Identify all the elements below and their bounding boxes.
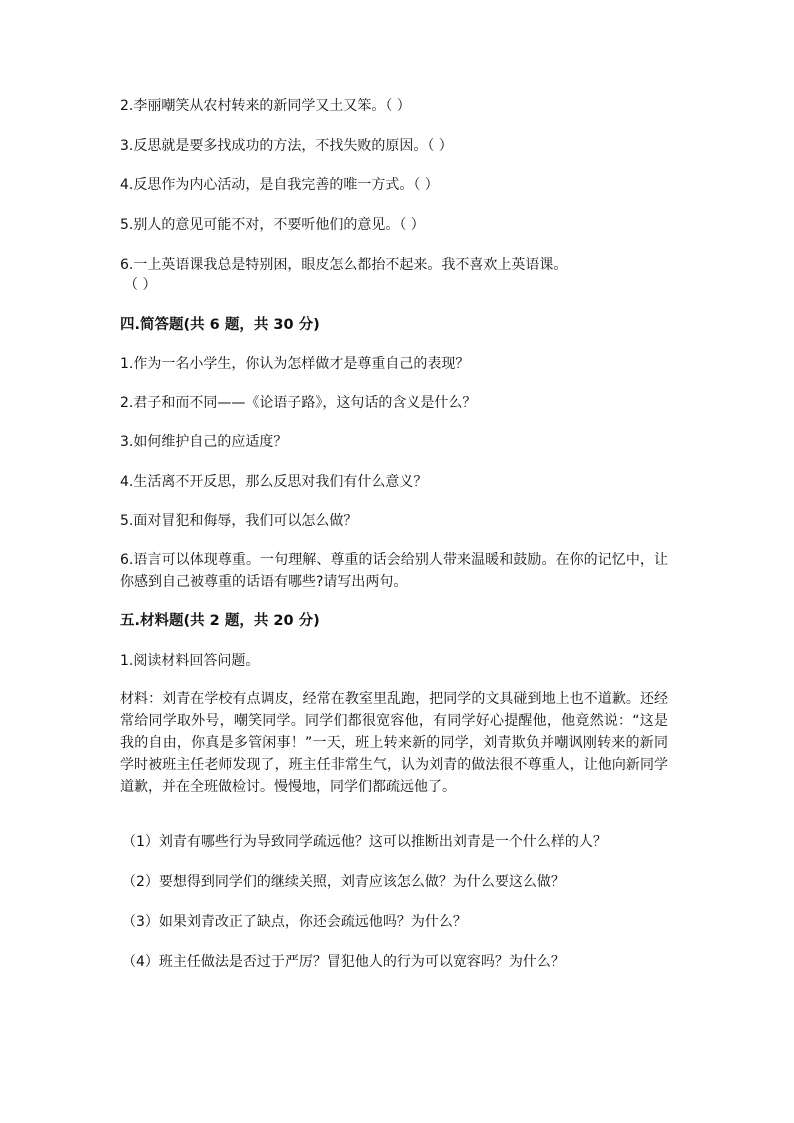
judgment-item-6: 6.一上英语课我总是特别困，眼皮怎么都抬不起来。我不喜欢上英语课。 <box>120 257 568 273</box>
judgment-item-5: 5.别人的意见可能不对，不要听他们的意见。（ ） <box>120 217 425 233</box>
material-sub-question-3: （3）如果刘青改正了缺点，你还会疏远他吗？为什么？ <box>122 914 467 930</box>
short-answer-question-2: 2.君子和而不同——《论语子路》，这句话的含义是什么？ <box>120 395 477 411</box>
section-5-heading: 五.材料题(共 2 题，共 20 分) <box>120 613 320 629</box>
short-answer-question-3: 3.如何维护自己的应适度？ <box>120 434 288 450</box>
judgment-item-3: 3.反思就是要多找成功的方法，不找失败的原因。（ ） <box>120 138 453 154</box>
short-answer-question-1: 1.作为一名小学生，你认为怎样做才是尊重自己的表现？ <box>120 356 470 372</box>
material-sub-question-1: （1）刘青有哪些行为导致同学疏远他？这可以推断出刘青是一个什么样的人？ <box>122 834 607 850</box>
judgment-item-6-answer-blank: （ ） <box>124 277 157 293</box>
short-answer-question-4: 4.生活离不开反思，那么反思对我们有什么意义？ <box>120 474 428 490</box>
judgment-item-4: 4.反思作为内心活动，是自我完善的唯一方式。（ ） <box>120 177 439 193</box>
short-answer-question-5: 5.面对冒犯和侮辱，我们可以怎么做？ <box>120 513 358 529</box>
material-sub-question-4: （4）班主任做法是否过于严厉？冒犯他人的行为可以宽容吗？为什么？ <box>122 954 565 970</box>
material-question-1-title: 1.阅读材料回答问题。 <box>120 653 260 669</box>
material-passage: 材料：刘青在学校有点调皮，经常在教室里乱跑，把同学的文具碰到地上也不道歉。还经常给同学取外号，嘲笑同学。同学们都很宽容他，有同学好心提醒他，他竟然说：“这是我的自由，你真是多管闲事！”一天，班上转来新的同学，刘青欺负并嘲讽刚转来的新同学时被班主任老师发现了，班主任非常生气，认为刘青的做法很不尊重人，让他向新同学道歉，并在全班做检讨。慢慢地，同学们都疏远他了。 <box>120 691 668 795</box>
short-answer-question-6: 6.语言可以体现尊重。一句理解、尊重的话会给别人带来温暖和鼓励。在你的记忆中，让你感到自己被尊重的话语有哪些?请写出两句。 <box>120 552 668 590</box>
material-sub-question-2: （2）要想得到同学们的继续关照，刘青应该怎么做？为什么要这么做？ <box>122 874 565 890</box>
judgment-item-2: 2.李丽嘲笑从农村转来的新同学又土又笨。（ ） <box>120 98 411 114</box>
section-4-heading: 四.简答题(共 6 题，共 30 分) <box>120 317 320 333</box>
